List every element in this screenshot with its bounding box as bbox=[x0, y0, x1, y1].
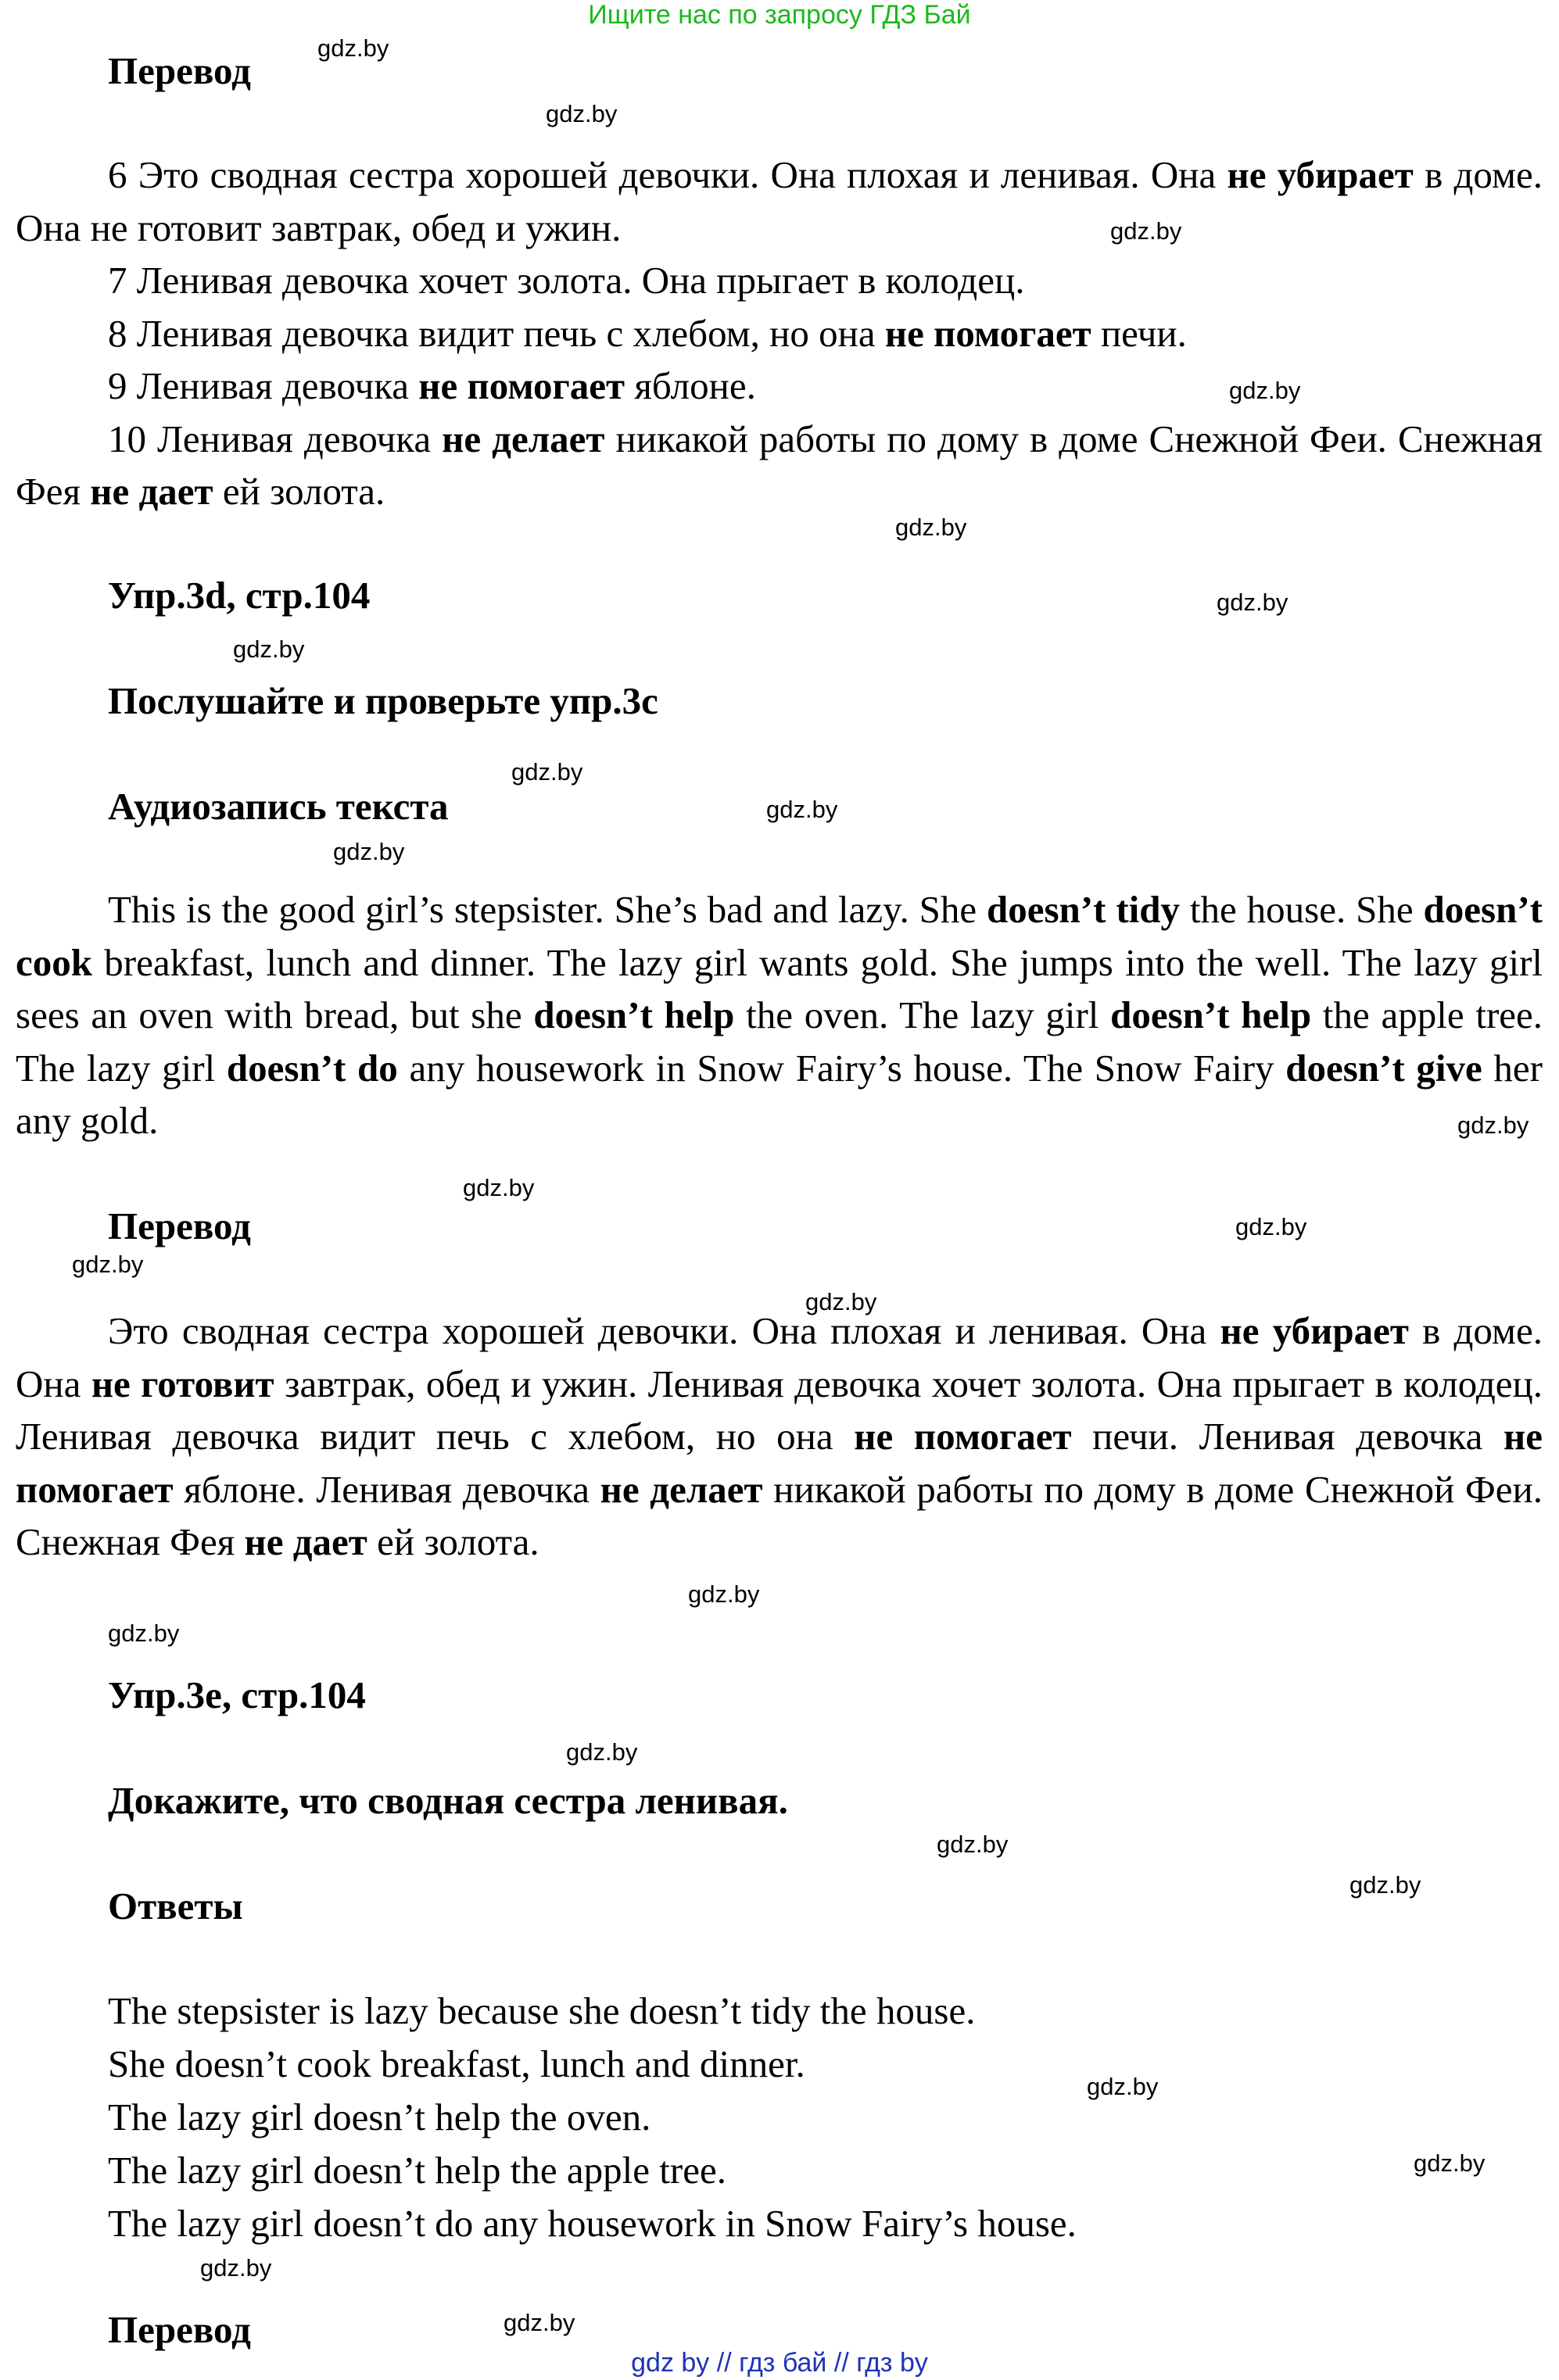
translation-text: Это сводная сестра хорошей девочки. Она плохая и ленивая. Она не убирает в доме. Она не готовит завтрак, обед и ужин. Ленивая девочка хочет золота. Она прыгает в колодец. Ленивая девочка видит печь с хлебом, но она не помогает печи. Ленивая девочка не помогает яблоне. Ленивая девочка не делает никакой работы по дому в доме Снежной Феи. Снежная Фея не дает ей золота. bbox=[16, 1309, 1543, 1563]
watermark: gdz.by bbox=[463, 1174, 535, 1201]
watermark: gdz.by bbox=[108, 1619, 180, 1647]
audio-transcript: This is the good girl’s stepsister. She’s bad and lazy. She doesn’t tidy the house. She doesn’t cook breakfast, lunch and dinner. The lazy girl wants gold. She jumps into the well. The lazy girl sees an oven with bread, but she doesn’t help the oven. The lazy girl doesn’t help the apple tree. The lazy girl doesn’t do any housework in Snow Fairy’s house. The Snow Fairy doesn’t give her any gold. bbox=[16, 888, 1543, 1142]
exercise-3e-title: Упр.3е, стр.104 bbox=[108, 1673, 366, 1716]
exercise-3e-task: Докажите, что сводная сестра ленивая. bbox=[108, 1779, 788, 1822]
translation-heading-2: Перевод bbox=[108, 1204, 251, 1247]
sentence-7: 7 Ленивая девочка хочет золота. Она прыгает в колодец. bbox=[108, 259, 1025, 302]
sentence-6: 6 Это сводная сестра хорошей девочки. Она плохая и ленивая. Она не убирает в доме. Она не готовит завтрак, обед и ужин. bbox=[16, 153, 1543, 249]
watermark: gdz.by bbox=[1414, 2149, 1486, 2177]
watermark: gdz.by bbox=[805, 1288, 877, 1315]
watermark: gdz.by bbox=[72, 1251, 144, 1278]
watermark: gdz.by bbox=[333, 838, 405, 865]
answer-line: She doesn’t cook breakfast, lunch and dinner. bbox=[108, 2042, 805, 2085]
watermark: gdz.by bbox=[546, 100, 618, 127]
answer-line: The lazy girl doesn’t help the oven. bbox=[108, 2095, 651, 2138]
watermark: gdz.by bbox=[1229, 377, 1301, 404]
watermark: gdz.by bbox=[511, 758, 583, 786]
watermark: gdz.by bbox=[1349, 1871, 1421, 1899]
watermark: gdz.by bbox=[895, 514, 967, 541]
watermark: gdz.by bbox=[1087, 2073, 1159, 2100]
top-banner[interactable]: Ищите нас по запросу ГДЗ Бай bbox=[588, 0, 971, 30]
bottom-banner[interactable]: gdz by // гдз бай // гдз by bbox=[631, 2348, 928, 2378]
watermark: gdz.by bbox=[233, 635, 305, 663]
audio-title: Аудиозапись текста bbox=[108, 785, 449, 828]
translation-heading: Перевод bbox=[108, 49, 251, 92]
watermark: gdz.by bbox=[1457, 1111, 1529, 1139]
watermark: gdz.by bbox=[200, 2254, 272, 2282]
watermark: gdz.by bbox=[566, 1738, 638, 1766]
exercise-3d-task: Послушайте и проверьте упр.3с bbox=[108, 679, 658, 722]
watermark: gdz.by bbox=[688, 1580, 760, 1608]
watermark: gdz.by bbox=[766, 796, 838, 823]
sentence-10: 10 Ленивая девочка не делает никакой работы по дому в доме Снежной Феи. Снежная Фея не дает ей золота. bbox=[16, 417, 1543, 513]
watermark: gdz.by bbox=[317, 34, 389, 62]
sentence-8: 8 Ленивая девочка видит печь с хлебом, но она не помогает печи. bbox=[108, 311, 1187, 355]
answer-line: The lazy girl doesn’t do any housework in Snow Fairy’s house. bbox=[108, 2202, 1077, 2245]
watermark: gdz.by bbox=[504, 2309, 575, 2336]
translation-heading-3: Перевод bbox=[108, 2308, 251, 2351]
answer-line: The lazy girl doesn’t help the apple tree. bbox=[108, 2149, 726, 2192]
watermark: gdz.by bbox=[937, 1831, 1009, 1858]
translation-sentences bbox=[16, 149, 1543, 518]
exercise-3d-title: Упр.3d, стр.104 bbox=[108, 574, 371, 617]
watermark: gdz.by bbox=[1235, 1213, 1307, 1240]
sentence-9: 9 Ленивая девочка не помогает яблоне. bbox=[108, 364, 756, 407]
answer-line: The stepsister is lazy because she doesn’t tidy the house. bbox=[108, 1989, 976, 2032]
watermark: gdz.by bbox=[1217, 589, 1288, 616]
answers-title: Ответы bbox=[108, 1884, 243, 1927]
watermark: gdz.by bbox=[1110, 217, 1182, 245]
